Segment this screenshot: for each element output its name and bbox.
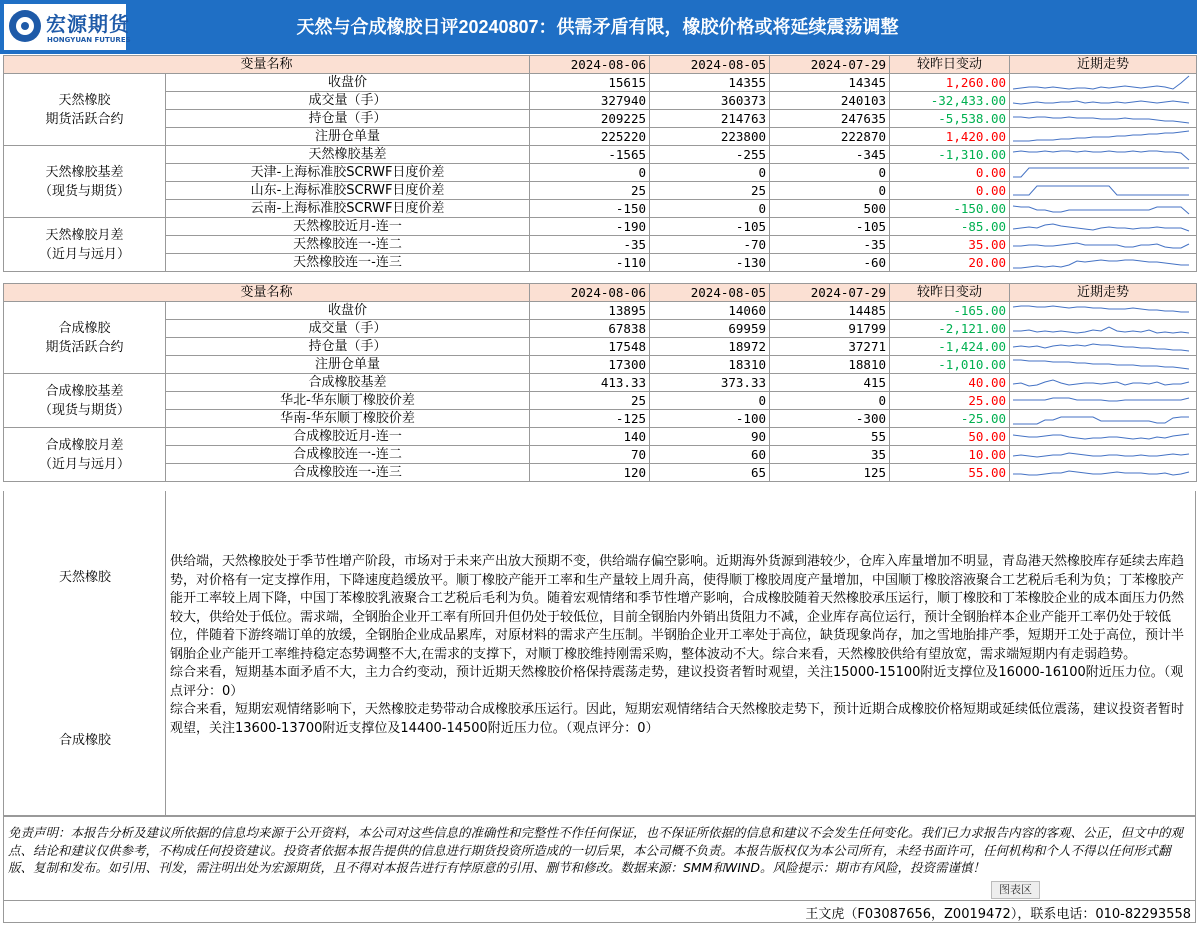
trend-sparkline [1012,465,1190,481]
value-date-2: 0 [650,164,770,182]
row-name: 华南-华东顺丁橡胶价差 [166,410,530,428]
trend-sparkline [1012,447,1190,463]
value-date-3: 14485 [770,302,890,320]
value-date-3: 240103 [770,92,890,110]
change-value: -1,010.00 [890,356,1010,374]
table-row [4,302,1197,320]
table-row [4,236,1197,254]
trend-sparkline [1012,111,1190,127]
trend-sparkline [1012,411,1190,427]
change-value: -25.00 [890,410,1010,428]
sparkline-line [1013,360,1189,369]
sparkline-line [1013,76,1189,89]
table-row [4,374,1197,392]
value-date-1: 0 [530,164,650,182]
sparkline-cell [1010,146,1197,164]
col-var-name: 变量名称 [4,284,530,302]
table-row [4,338,1197,356]
natural-rubber-table [3,55,1197,272]
row-name: 合成橡胶基差 [166,374,530,392]
value-date-1: 327940 [530,92,650,110]
table-row [4,74,1197,92]
change-value: -165.00 [890,302,1010,320]
logo-mark-icon [9,10,41,42]
row-name: 天然橡胶连一-连三 [166,254,530,272]
value-date-1: -190 [530,218,650,236]
sparkline-cell [1010,236,1197,254]
value-date-2: 360373 [650,92,770,110]
value-date-1: 413.33 [530,374,650,392]
table-row [4,200,1197,218]
trend-sparkline [1012,237,1190,253]
trend-sparkline [1012,303,1190,319]
value-date-2: -70 [650,236,770,254]
sparkline-line [1013,398,1189,401]
change-value: -2,121.00 [890,320,1010,338]
trend-sparkline [1012,129,1190,145]
sparkline-line [1013,344,1189,351]
synthetic-rubber-label: 合成橡胶 [58,733,111,748]
value-date-3: 55 [770,428,890,446]
row-name: 山东-上海标准胶SCRWF日度价差 [166,182,530,200]
table-header-row [4,56,1197,74]
sparkline-cell [1010,164,1197,182]
value-date-2: 60 [650,446,770,464]
table-row [4,446,1197,464]
value-date-2: -105 [650,218,770,236]
commentary-text [170,553,1192,738]
sparkline-cell [1010,182,1197,200]
value-date-2: 14355 [650,74,770,92]
row-name: 成交量（手） [166,320,530,338]
sparkline-cell [1010,374,1197,392]
value-date-3: 415 [770,374,890,392]
col-date-3: 2024-07-29 [770,284,890,302]
company-logo [4,4,131,50]
sparkline-line [1013,101,1189,104]
value-date-3: 35 [770,446,890,464]
trend-sparkline [1012,339,1190,355]
table-row [4,410,1197,428]
sparkline-cell [1010,110,1197,128]
sparkline-line [1013,168,1189,177]
trend-sparkline [1012,375,1190,391]
value-date-1: 225220 [530,128,650,146]
sparkline-cell [1010,338,1197,356]
col-date-2: 2024-08-05 [650,284,770,302]
group-label: 天然橡胶基差 （现货与期货） [4,146,166,218]
sparkline-cell [1010,200,1197,218]
table-row [4,128,1197,146]
table-row [4,110,1197,128]
value-date-1: 70 [530,446,650,464]
value-date-2: 18972 [650,338,770,356]
change-value: 1,260.00 [890,74,1010,92]
value-date-3: -105 [770,218,890,236]
sparkline-line [1013,306,1189,312]
sparkline-line [1013,243,1189,248]
value-date-3: -60 [770,254,890,272]
sparkline-line [1013,453,1189,457]
row-name: 收盘价 [166,74,530,92]
chart-area-tag[interactable]: 图表区 [991,881,1040,899]
col-date-3: 2024-07-29 [770,56,890,74]
sparkline-cell [1010,128,1197,146]
value-date-2: -100 [650,410,770,428]
table-row [4,146,1197,164]
col-change: 较昨日变动 [890,284,1010,302]
change-value: 0.00 [890,164,1010,182]
value-date-3: 37271 [770,338,890,356]
value-date-1: -110 [530,254,650,272]
sparkline-line [1013,206,1189,214]
sparkline-cell [1010,320,1197,338]
value-date-3: -300 [770,410,890,428]
value-date-2: 14060 [650,302,770,320]
value-date-3: 14345 [770,74,890,92]
change-value: -85.00 [890,218,1010,236]
sparkline-line [1013,327,1189,333]
disclaimer-text: 免责声明：本报告分析及建议所依据的信息均来源于公开资料，本公司对这些信息的准确性和完整性不作任何保证，也不保证所依据的信息和建议不会发生任何变化。我们已力求报告内容的客观、公正，但文中的观点、结论和建议仅供参考，不构成任何投资建议。投资者依据本报告提供的信息进行期货投资所造成的一切后果，本公司概不负责。本报告版权仅为本公司所有，未经书面许可，任何机构和个人不得以任何形式翻版、复制和发布。如引用、刊发，需注明出处为宏源期货，且不得对本报告进行有悖原意的引用、删节和修改。数据来源：SMM和WIND。风险提示：期市有风险，投资需谨慎！ [8,825,1184,875]
trend-sparkline [1012,75,1190,91]
change-value: 50.00 [890,428,1010,446]
sparkline-cell [1010,254,1197,272]
table-header-row [4,284,1197,302]
value-date-1: 209225 [530,110,650,128]
value-date-1: 17300 [530,356,650,374]
value-date-2: 0 [650,392,770,410]
row-name: 持仓量（手） [166,338,530,356]
change-value: -32,433.00 [890,92,1010,110]
value-date-3: 0 [770,164,890,182]
change-value: 10.00 [890,446,1010,464]
table-row [4,428,1197,446]
trend-sparkline [1012,147,1190,163]
change-value: -1,424.00 [890,338,1010,356]
sparkline-line [1013,380,1189,386]
analyst-contact: 王文虎（F03087656，Z0019472），联系电话：010-82293558 [805,907,1191,922]
col-var-name: 变量名称 [4,56,530,74]
change-value: 25.00 [890,392,1010,410]
col-date-2: 2024-08-05 [650,56,770,74]
trend-sparkline [1012,357,1190,373]
table-row [4,182,1197,200]
logo-en: HONGYUAN FUTURES [47,36,131,44]
table-row [4,254,1197,272]
row-name: 注册仓单量 [166,356,530,374]
change-value: 40.00 [890,374,1010,392]
synthetic-rubber-table [3,283,1197,482]
col-change: 较昨日变动 [890,56,1010,74]
sparkline-line [1013,117,1189,123]
change-value: -1,310.00 [890,146,1010,164]
row-name: 天然橡胶连一-连二 [166,236,530,254]
value-date-1: -125 [530,410,650,428]
row-name: 天然橡胶近月-连一 [166,218,530,236]
row-name: 注册仓单量 [166,128,530,146]
row-name: 合成橡胶近月-连一 [166,428,530,446]
value-date-3: 91799 [770,320,890,338]
table-row [4,92,1197,110]
value-date-3: 125 [770,464,890,482]
value-date-2: 18310 [650,356,770,374]
value-date-2: 69959 [650,320,770,338]
trend-sparkline [1012,183,1190,199]
sparkline-line [1013,151,1189,160]
sparkline-cell [1010,356,1197,374]
trend-sparkline [1012,255,1190,271]
table-row [4,392,1197,410]
col-date-1: 2024-08-06 [530,284,650,302]
value-date-3: 18810 [770,356,890,374]
table-row [4,218,1197,236]
value-date-2: 65 [650,464,770,482]
change-value: 35.00 [890,236,1010,254]
sparkline-cell [1010,74,1197,92]
row-name: 合成橡胶连一-连二 [166,446,530,464]
value-date-3: 0 [770,182,890,200]
row-name: 天然橡胶基差 [166,146,530,164]
value-date-2: 90 [650,428,770,446]
value-date-2: 223800 [650,128,770,146]
group-label: 合成橡胶 期货活跃合约 [4,302,166,374]
value-date-1: 67838 [530,320,650,338]
sparkline-cell [1010,410,1197,428]
logo-cn: 宏源期货 [46,12,130,36]
sparkline-line [1013,434,1189,439]
value-date-3: -35 [770,236,890,254]
value-date-1: 15615 [530,74,650,92]
trend-sparkline [1012,219,1190,235]
group-label: 合成橡胶基差 （现货与期货） [4,374,166,428]
commentary-label-column [4,491,166,815]
sparkline-line [1013,471,1189,475]
commentary-para-2: 综合来看，短期基本面矛盾不大，主力合约变动，预计近期天然橡胶价格保持震荡走势，建议投资者暂时观望，关注15000-15100附近支撑位及16000-16100附近压力位。（观点评分：0） [170,665,1184,699]
value-date-1: 13895 [530,302,650,320]
trend-sparkline [1012,321,1190,337]
row-name: 合成橡胶连一-连三 [166,464,530,482]
change-value: -150.00 [890,200,1010,218]
commentary-section [3,491,1196,816]
value-date-3: 247635 [770,110,890,128]
sparkline-line [1013,417,1189,424]
group-label: 天然橡胶 期货活跃合约 [4,74,166,146]
value-date-2: 0 [650,200,770,218]
col-date-1: 2024-08-06 [530,56,650,74]
value-date-3: 0 [770,392,890,410]
footer [3,901,1196,923]
sparkline-cell [1010,302,1197,320]
trend-sparkline [1012,429,1190,445]
value-date-1: 25 [530,392,650,410]
row-name: 天津-上海标准胶SCRWF日度价差 [166,164,530,182]
value-date-2: 373.33 [650,374,770,392]
sparkline-cell [1010,92,1197,110]
row-name: 华北-华东顺丁橡胶价差 [166,392,530,410]
sparkline-line [1013,131,1189,141]
sparkline-line [1013,224,1189,231]
table-row [4,464,1197,482]
value-date-3: 222870 [770,128,890,146]
trend-sparkline [1012,393,1190,409]
change-value: 1,420.00 [890,128,1010,146]
value-date-3: 500 [770,200,890,218]
value-date-1: 25 [530,182,650,200]
value-date-1: 120 [530,464,650,482]
commentary-para-1: 供给端，天然橡胶处于季节性增产阶段，市场对于未来产出放大预期不变，供给端存偏空影响。近期海外货源到港较少，仓库入库量增加不明显，青岛港天然橡胶库存延续去库趋势，对价格有一定支撑作用，下降速度趋缓放平。顺丁橡胶产能开工率和生产量较上周升高，使得顺丁橡胶周度产量增加，中国顺丁橡胶溶液聚合工艺税后毛利为负；丁苯橡胶产能开工率较上周下降，中国丁苯橡胶乳液聚合工艺税后毛利为负。随着宏观情绪和季节性增产影响，合成橡胶随着天然橡胶承压运行，顺丁橡胶和丁苯橡胶企业的成本面压力仍然较大，供给处于低位。需求端，全钢胎企业开工率有所回升但仍处于较低位，目前全钢胎内外销出货阻力不减，企业库存高位运行，预计全钢胎样本企业产能开工率仍处于较低位，伴随着下游终端订单的放缓，全钢胎企业成品累库，对原材料的需求产生压制。半钢胎企业开工率处于高位，缺货现象尚存，加之雪地胎排产季，短期开工处于高位，预计半钢胎企业产能开工率维持稳定态势调整不大,在需求的支撑下，对顺丁橡胶维持刚需采购，整体波动不大。综合来看，天然橡胶供给有望放宽，需求端短期内有走弱趋势。 [170,554,1185,662]
sparkline-line [1013,260,1189,268]
trend-sparkline [1012,93,1190,109]
value-date-1: -35 [530,236,650,254]
table-row [4,164,1197,182]
change-value: -5,538.00 [890,110,1010,128]
row-name: 收盘价 [166,302,530,320]
sparkline-cell [1010,446,1197,464]
value-date-1: 17548 [530,338,650,356]
sparkline-cell [1010,464,1197,482]
sparkline-cell [1010,218,1197,236]
change-value: 55.00 [890,464,1010,482]
sparkline-cell [1010,428,1197,446]
natural-rubber-label: 天然橡胶 [58,570,111,585]
value-date-2: 25 [650,182,770,200]
group-label: 合成橡胶月差 （近月与远月） [4,428,166,482]
sparkline-line [1013,186,1189,195]
change-value: 20.00 [890,254,1010,272]
value-date-2: 214763 [650,110,770,128]
value-date-1: -150 [530,200,650,218]
table-row [4,320,1197,338]
report-title: 天然与合成橡胶日评20240807：供需矛盾有限，橡胶价格或将延续震荡调整 [296,17,899,37]
col-trend: 近期走势 [1010,284,1197,302]
value-date-2: -130 [650,254,770,272]
trend-sparkline [1012,165,1190,181]
commentary-para-3: 综合来看，短期宏观情绪影响下，天然橡胶走势带动合成橡胶承压运行。因此，短期宏观情绪结合天然橡胶走势下，预计近期合成橡胶价格短期或延续低位震荡，建议投资者暂时观望，关注13600-13700附近支撑位及14400-14500附近压力位。（观点评分：0） [170,702,1185,736]
group-label: 天然橡胶月差 （近月与远月） [4,218,166,272]
value-date-2: -255 [650,146,770,164]
trend-sparkline [1012,201,1190,217]
change-value: 0.00 [890,182,1010,200]
table-row [4,356,1197,374]
row-name: 成交量（手） [166,92,530,110]
col-trend: 近期走势 [1010,56,1197,74]
row-name: 持仓量（手） [166,110,530,128]
row-name: 云南-上海标准胶SCRWF日度价差 [166,200,530,218]
value-date-3: -345 [770,146,890,164]
value-date-1: 140 [530,428,650,446]
sparkline-cell [1010,392,1197,410]
value-date-1: -1565 [530,146,650,164]
report-header [0,0,1197,54]
